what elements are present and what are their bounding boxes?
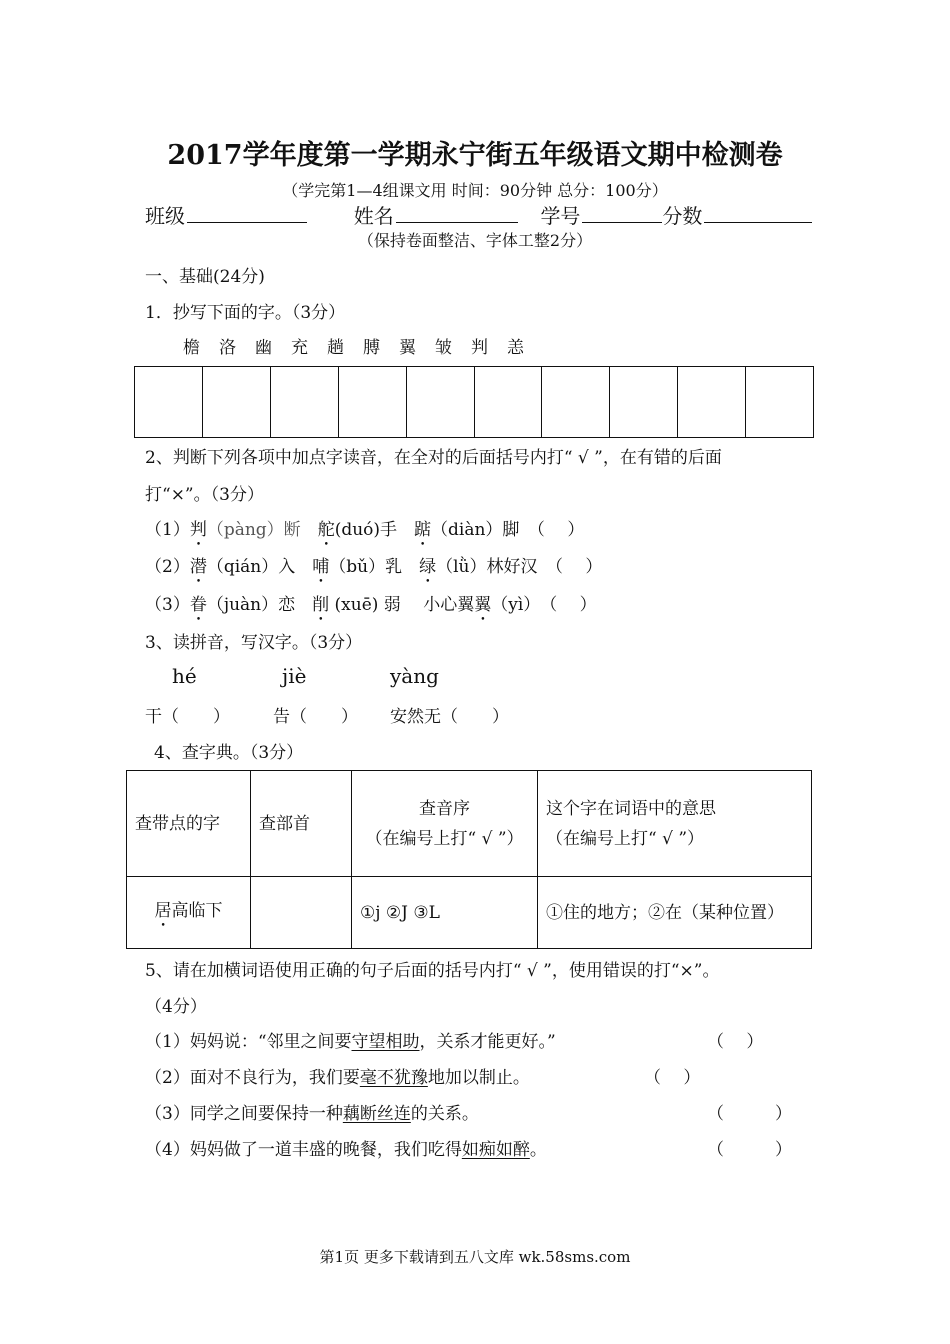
underlined-phrase: 毫不犹豫	[359, 1068, 428, 1088]
dotted-char: 舵	[317, 520, 335, 540]
question-2-line1: 2、判断下列各项中加点字读音，在全对的后面括号内打“ √ ”，在有错的后面	[145, 448, 722, 468]
dotted-char: 翼	[474, 595, 492, 615]
pinyin-hint: jiè	[282, 664, 307, 688]
dotted-char: 眷	[189, 595, 207, 615]
header-meaning-title: 这个字在词语中的意思	[546, 798, 716, 819]
answer-paren[interactable]: （ ）	[707, 1140, 792, 1160]
writing-cell[interactable]	[542, 367, 610, 437]
dotted-char: 潜	[189, 557, 207, 577]
sentence-text: 地加以制止。	[427, 1068, 530, 1088]
pronunciation-item-3	[145, 590, 597, 625]
usage-item-2	[145, 1063, 530, 1088]
score-blank[interactable]	[704, 204, 812, 223]
char: 翼	[399, 338, 416, 358]
student-info-row	[145, 200, 812, 229]
char: 洛	[219, 338, 236, 358]
dotted-char: 削	[312, 595, 330, 615]
writing-cell[interactable]	[678, 367, 746, 437]
char: 檐	[183, 338, 200, 358]
dictionary-table	[126, 770, 812, 949]
pinyin: （qián）入	[206, 557, 313, 577]
writing-cell[interactable]	[746, 367, 813, 437]
pinyin: （bǔ）乳	[329, 557, 420, 577]
page-title: 2017学年度第一学期永宁街五年级语文期中检测卷	[167, 140, 783, 171]
char: 幽	[255, 338, 272, 358]
usage-item-4	[145, 1135, 547, 1160]
item-number: （1）	[145, 520, 190, 540]
item-number: （2）	[145, 557, 190, 577]
pinyin: （juàn）恋	[206, 595, 313, 615]
pinyin-with-answer[interactable]: （yì） （ ）	[491, 595, 597, 615]
id-label: 学号	[540, 204, 581, 228]
question-3: 3、读拼音，写汉字。（3分）	[145, 633, 363, 653]
word-blank[interactable]: 安然无（ ）	[390, 707, 509, 727]
sentence-text: （2）面对不良行为，我们要	[145, 1068, 360, 1088]
meaning-options[interactable]: ①住的地方；②在（某种位置）	[538, 877, 812, 949]
writing-cell[interactable]	[271, 367, 339, 437]
pronunciation-item-1	[145, 515, 584, 550]
char: 充	[291, 338, 308, 358]
word-blank[interactable]: 告（ ）	[273, 707, 358, 727]
class-blank[interactable]	[187, 204, 307, 223]
sentence-text: ，关系才能更好。”	[419, 1032, 556, 1052]
usage-item-1	[145, 1027, 556, 1052]
order-options[interactable]: ①j ②J ③L	[352, 877, 538, 949]
dotted-char: 居	[154, 901, 172, 921]
underlined-phrase: 守望相助	[351, 1032, 420, 1052]
item-number: （3）	[145, 595, 190, 615]
sentence-text: （1）妈妈说：“邻里之间要	[145, 1032, 352, 1052]
char: 皱	[435, 338, 452, 358]
char: 恙	[507, 338, 524, 358]
section-heading: 一、基础(24分)	[145, 267, 265, 287]
answer-paren[interactable]: （ ）	[707, 1104, 792, 1124]
pinyin-hint: hé	[172, 664, 197, 688]
writing-grid	[134, 366, 814, 438]
underlined-phrase: 藕断丝连	[342, 1104, 411, 1124]
writing-cell[interactable]	[407, 367, 475, 437]
pronunciation-item-2	[145, 552, 602, 587]
pinyin-with-answer[interactable]: （diàn）脚 （ ）	[431, 520, 585, 540]
answer-paren[interactable]: （ ）	[707, 1032, 764, 1052]
neatness-note: （保持卷面整洁、字体工整2分）	[357, 231, 593, 250]
pinyin-with-answer[interactable]: （lǜ）林好汉 （ ）	[436, 557, 603, 577]
header-radical: 查部首	[251, 771, 352, 877]
name-label: 姓名	[353, 204, 394, 228]
question-2-line2: 打“×”。（3分）	[145, 485, 264, 505]
question-4: 4、查字典。（3分）	[154, 743, 304, 763]
pinyin: (duó)手	[334, 520, 415, 540]
score-label: 分数	[662, 204, 703, 228]
answer-paren[interactable]: （ ）	[644, 1068, 701, 1088]
sentence-text: 的关系。	[410, 1104, 479, 1124]
underlined-phrase: 如痴如醉	[461, 1140, 530, 1160]
word-blank[interactable]: 干（ ）	[145, 707, 230, 727]
pinyin: （pàng）断	[206, 520, 318, 540]
header-meaning	[538, 771, 812, 877]
pinyin-hint: yàng	[390, 664, 439, 688]
char: 判	[471, 338, 488, 358]
pinyin: (xuē) 弱 小心翼	[329, 595, 475, 615]
dotted-char: 绿	[419, 557, 437, 577]
writing-cell[interactable]	[475, 367, 543, 437]
sentence-text: （4）妈妈做了一道丰盛的晚餐，我们吃得	[145, 1140, 462, 1160]
exam-info: （学完第1—4组课文用 时间：90分钟 总分：100分）	[282, 181, 668, 200]
writing-cell[interactable]	[203, 367, 271, 437]
page-footer: 第1页 更多下载请到五八文库 wk.58sms.com	[319, 1248, 631, 1266]
copy-characters	[183, 333, 543, 358]
dotted-char: 踮	[414, 520, 432, 540]
question-5-line2: （4分）	[145, 997, 207, 1017]
header-char: 查带点的字	[127, 771, 251, 877]
question-1: 1．抄写下面的字。（3分）	[145, 303, 346, 323]
sentence-text: 。	[529, 1140, 547, 1160]
char: 膊	[363, 338, 380, 358]
header-order-title: 查音序	[419, 798, 470, 819]
sentence-text: （3）同学之间要保持一种	[145, 1104, 343, 1124]
question-5-line1: 5、请在加横词语使用正确的句子后面的括号内打“ √ ”，使用错误的打“×”。	[145, 961, 720, 981]
writing-cell[interactable]	[135, 367, 203, 437]
writing-cell[interactable]	[339, 367, 407, 437]
id-blank[interactable]	[582, 204, 662, 223]
dotted-char: 判	[189, 520, 207, 540]
writing-cell[interactable]	[610, 367, 678, 437]
dotted-char: 哺	[312, 557, 330, 577]
header-order-note: （在编号上打“ √ ”）	[365, 828, 524, 849]
radical-answer[interactable]	[251, 877, 352, 949]
target-word	[127, 877, 251, 949]
name-blank[interactable]	[396, 204, 518, 223]
usage-item-3	[145, 1099, 479, 1124]
word-rest: 高临下	[171, 901, 223, 921]
header-meaning-note: （在编号上打“ √ ”）	[546, 828, 705, 849]
header-order	[352, 771, 538, 877]
char: 趟	[327, 338, 344, 358]
class-label: 班级	[145, 204, 185, 228]
